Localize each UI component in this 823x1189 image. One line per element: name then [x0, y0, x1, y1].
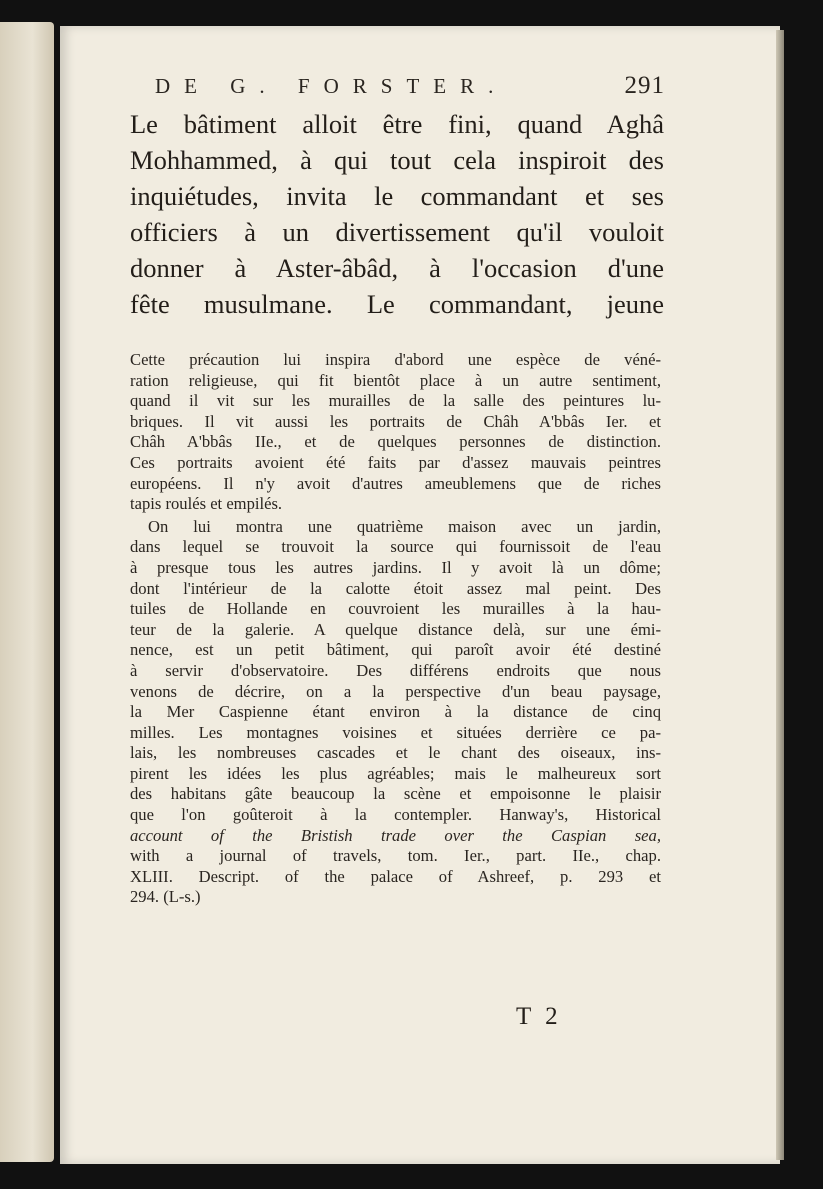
footnote-line: teur de la galerie. A quelque distance delà, sur une émi-	[130, 619, 661, 639]
footnote-line: nence, est un petit bâtiment, qui paroît avoir été destiné	[130, 640, 661, 660]
footnote-line: dans lequel se trouvoit la source qui fournissoit de l'eau	[130, 537, 661, 557]
footnote-line: XLIII. Descript. of the palace of Ashreef, p. 293 et	[130, 866, 661, 886]
page-header	[155, 72, 665, 100]
body-line: inquiétudes, invita le commandant et ses	[130, 181, 664, 211]
footnote-line: Cette précaution lui inspira d'abord une espèce de véné-	[130, 350, 661, 369]
footnote-line: tuiles de Hollande en couvroient les murailles à la hau-	[130, 599, 661, 619]
body-line: Le bâtiment alloit être fini, quand Aghâ	[130, 109, 664, 139]
body-line: fête musulmane. Le commandant, jeune	[130, 289, 664, 319]
footnote-line: pirent les idées les plus agréables; mais le malheureux sort	[130, 763, 661, 783]
footnote-line: européens. Il n'y avoit d'autres ameublemens que de riches	[130, 473, 661, 493]
footnote-line: ration religieuse, qui fit bientôt place à un autre sentiment,	[130, 370, 661, 390]
footnote-line: que l'on goûteroit à la contempler. Hanway's, Historical	[130, 805, 661, 825]
footnote-line: 294. (L-s.)	[130, 887, 201, 907]
body-line: officiers à un divertissement qu'il vouloit	[130, 217, 664, 247]
footnote-line: à presque tous les autres jardins. Il y avoit là un dôme;	[130, 557, 661, 577]
footnote-line: venons de décrire, on a la perspective d'un beau paysage,	[130, 681, 661, 701]
footnote-line: briques. Il vit aussi les portraits de Châh A'bbâs Ier. et	[130, 411, 661, 431]
footnote-line: milles. Les montagnes voisines et situées derrière ce pa-	[130, 722, 661, 742]
main-text	[130, 106, 664, 322]
footnote-line: On lui montra une quatrième maison avec un jardin,	[148, 516, 661, 536]
footnote	[130, 350, 661, 908]
footnote-line: Ces portraits avoient été faits par d'assez mauvais peintres	[130, 452, 661, 472]
body-line: donner à Aster-âbâd, à l'occasion d'une	[130, 253, 664, 283]
footnote-line: dont l'intérieur de la calotte étoit assez mal peint. Des	[130, 578, 661, 598]
footnote-line: des habitans gâte beaucoup la scène et empoisonne le plaisir	[130, 784, 661, 804]
body-line: Mohhammed, à qui tout cela inspiroit des	[130, 145, 664, 175]
footnote-line: lais, les nombreuses cascades et le chant des oiseaux, ins-	[130, 743, 661, 763]
footnote-line: à servir d'observatoire. Des différens endroits que nous	[130, 660, 661, 680]
footnote-line: tapis roulés et empilés.	[130, 494, 283, 514]
page-edge-shadow	[776, 30, 784, 1160]
page-number: 291	[624, 72, 665, 99]
footnote-line: Châh A'bbâs IIe., et de quelques personnes de distinction.	[130, 432, 661, 452]
running-head: DE G. FORSTER.	[155, 74, 508, 98]
footnote-line: quand il vit sur les murailles de la salle des peintures lu-	[130, 391, 661, 411]
footnote-line: la Mer Caspienne étant environ à la distance de cinq	[130, 702, 661, 722]
signature-mark: T 2	[516, 1003, 562, 1030]
footnote-line: with a journal of travels, tom. Ier., part. IIe., chap.	[130, 846, 661, 866]
facing-page-edge	[0, 22, 54, 1162]
footnote-line: account of the Bristish trade over the Caspian sea,	[130, 825, 661, 845]
